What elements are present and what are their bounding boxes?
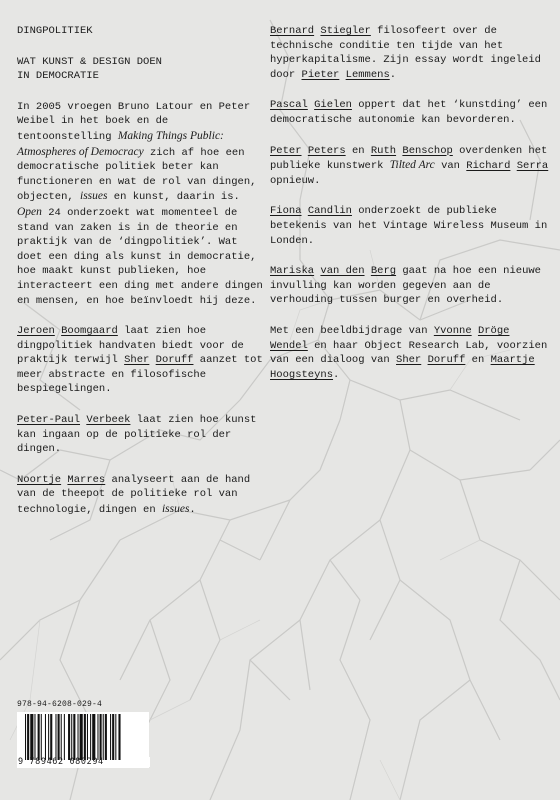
journal-name: Open: [17, 205, 42, 218]
author-name: Fiona: [270, 205, 302, 218]
paragraph-verbeek: Peter-Paul Verbeek laat zien hoe kunst kan ingaan op de politieke rol der dingen.: [17, 414, 257, 456]
barcode-bar: [27, 714, 29, 760]
author-name: Ruth: [370, 144, 397, 157]
author-name: Lemmens: [345, 68, 390, 81]
barcode-bar: [48, 714, 49, 760]
author-name: Doruff: [155, 354, 194, 367]
subtitle-line-2: IN DEMOCRATIE: [17, 70, 99, 83]
author-name: Peters: [307, 144, 346, 157]
barcode-bar: [30, 714, 33, 760]
paragraph-gielen: Pascal Gielen oppert dat het ‘kunstding’ een democratische autonomie kan bevorderen.: [270, 99, 548, 126]
author-name: Wendel: [270, 339, 308, 352]
author-name: Benschop: [402, 144, 453, 157]
barcode-bar: [92, 714, 95, 760]
right-column: [270, 24, 550, 398]
author-name: Serra: [516, 160, 549, 173]
author-name: Berg: [370, 265, 397, 278]
paragraph-candlin: Fiona Candlin onderzoekt de publieke betekenis van het Vintage Wireless Museum in Londen.: [270, 205, 548, 247]
author-name: Pieter: [301, 68, 340, 81]
barcode-bar: [84, 714, 86, 760]
book-subtitle: [17, 55, 265, 84]
author-name: Sher: [124, 354, 150, 367]
author-name: Marres: [67, 473, 106, 486]
author-name: Peter-Paul: [17, 414, 81, 427]
barcode-bar: [71, 714, 72, 760]
barcode-bar: [50, 714, 52, 760]
barcode-bar: [41, 714, 42, 760]
barcode-bar: [25, 714, 26, 760]
barcode-bar: [68, 714, 70, 760]
barcode-bar: [110, 714, 111, 760]
barcode-bar: [45, 714, 46, 760]
barcode-bar: [78, 714, 79, 760]
barcode-bar: [103, 714, 104, 760]
book-title: DINGPOLITIEK: [17, 25, 93, 37]
author-name: Sher: [396, 354, 422, 367]
barcode-bar: [100, 714, 102, 760]
barcode-bar: [118, 714, 120, 760]
barcode-bar: [38, 714, 40, 760]
paragraph-beeldbijdrage: Met een beeldbijdrage van Yvonne Dröge Wendel en haar Object Research Lab, voorzien van een dialoog van Sher Doruff en Maartje Hoogsteyns.: [270, 324, 548, 381]
artwork-title: Tilted Arc: [389, 159, 435, 172]
barcode-bar: [80, 714, 83, 760]
isbn-number: 978-94-6208-029-4: [17, 700, 103, 709]
paragraph-van-den-berg: Mariska van den Berg gaat na hoe een nieuwe invulling kan worden gegeven aan de verhouding tussen burger en overheid.: [270, 265, 541, 307]
author-name: Hoogsteyns: [270, 368, 334, 381]
barcode-bar: [58, 714, 60, 760]
author-name: Boomgaard: [61, 325, 118, 338]
author-name: Gielen: [314, 99, 352, 112]
left-column: [17, 24, 265, 534]
barcode-bar: [105, 714, 107, 760]
author-name: Candlin: [307, 205, 352, 218]
author-name: Noortje: [17, 473, 62, 486]
author-name: Peter: [270, 144, 302, 157]
author-name: Bernard: [270, 25, 315, 37]
barcode-bar: [112, 714, 114, 760]
barcode-bar: [34, 714, 35, 760]
author-name: van den: [320, 265, 365, 278]
paragraph-marres: Noortje Marres analyseert aan de hand van de theepot de politieke rol van technologie, dingen en issues.: [17, 473, 251, 517]
ean-number: 9 789462 080294: [17, 757, 150, 767]
barcode-bar: [61, 714, 62, 760]
barcode-bar: [97, 714, 98, 760]
paragraph-peters-benschop: Peter Peters en Ruth Benschop overdenken het publieke kunstwerk Tilted Arc van Richard Serra opnieuw.: [270, 144, 549, 187]
author-name: Maartje: [490, 354, 535, 367]
intro-paragraph: In 2005 vroegen Bruno Latour en Peter Weibel in het boek en de tentoonstelling Making Things Public: Atmospheres of Democracy zich af hoe een democratische politiek beter kan functioneren en wat de rol van dingen, objecten, issues en kunst, daarin is. Open 24 onderzoekt wat momenteel de stand van zaken is in de theorie en praktijk van de ‘dingpolitiek’. Wat doet een ding als kunst in democratie, hoe maakt kunst publieken, hoe interacteert een ding met andere dingen en mensen, en hoe beïnvloedt hij deze.: [17, 100, 263, 307]
author-name: Mariska: [270, 265, 315, 278]
author-name: Pascal: [270, 99, 308, 112]
paragraph-boomgaard: Jeroen Boomgaard laat zien hoe dingpolitiek handvaten biedt voor de praktijk terwijl Sher Doruff aanzet tot meer abstracte en filosofische bespiegelingen.: [17, 325, 263, 396]
paragraph-stiegler: Bernard Stiegler filosofeert over de technische conditie ten tijde van het hyperkapitalisme. Zijn essay wordt ingeleid door Pieter Lemmens.: [270, 25, 541, 81]
barcode-bar: [73, 714, 75, 760]
author-name: Yvonne: [433, 324, 472, 337]
isbn-barcode-block: [17, 700, 152, 767]
author-name: Dröge: [477, 324, 510, 337]
barcode-bar: [55, 714, 56, 760]
barcode-bar: [87, 714, 88, 760]
author-name: Stiegler: [320, 25, 371, 37]
subtitle-line-1: WAT KUNST & DESIGN DOEN: [17, 55, 162, 68]
book-reference-title: Making Things Public: Atmospheres of Democracy: [17, 129, 224, 158]
author-name: Richard: [466, 160, 511, 173]
author-name: Doruff: [427, 354, 466, 367]
barcode-bar: [90, 714, 91, 760]
author-name: Verbeek: [86, 414, 131, 427]
barcode-bar: [64, 714, 65, 760]
barcode-bar: [115, 714, 116, 760]
author-name: Jeroen: [17, 325, 55, 338]
